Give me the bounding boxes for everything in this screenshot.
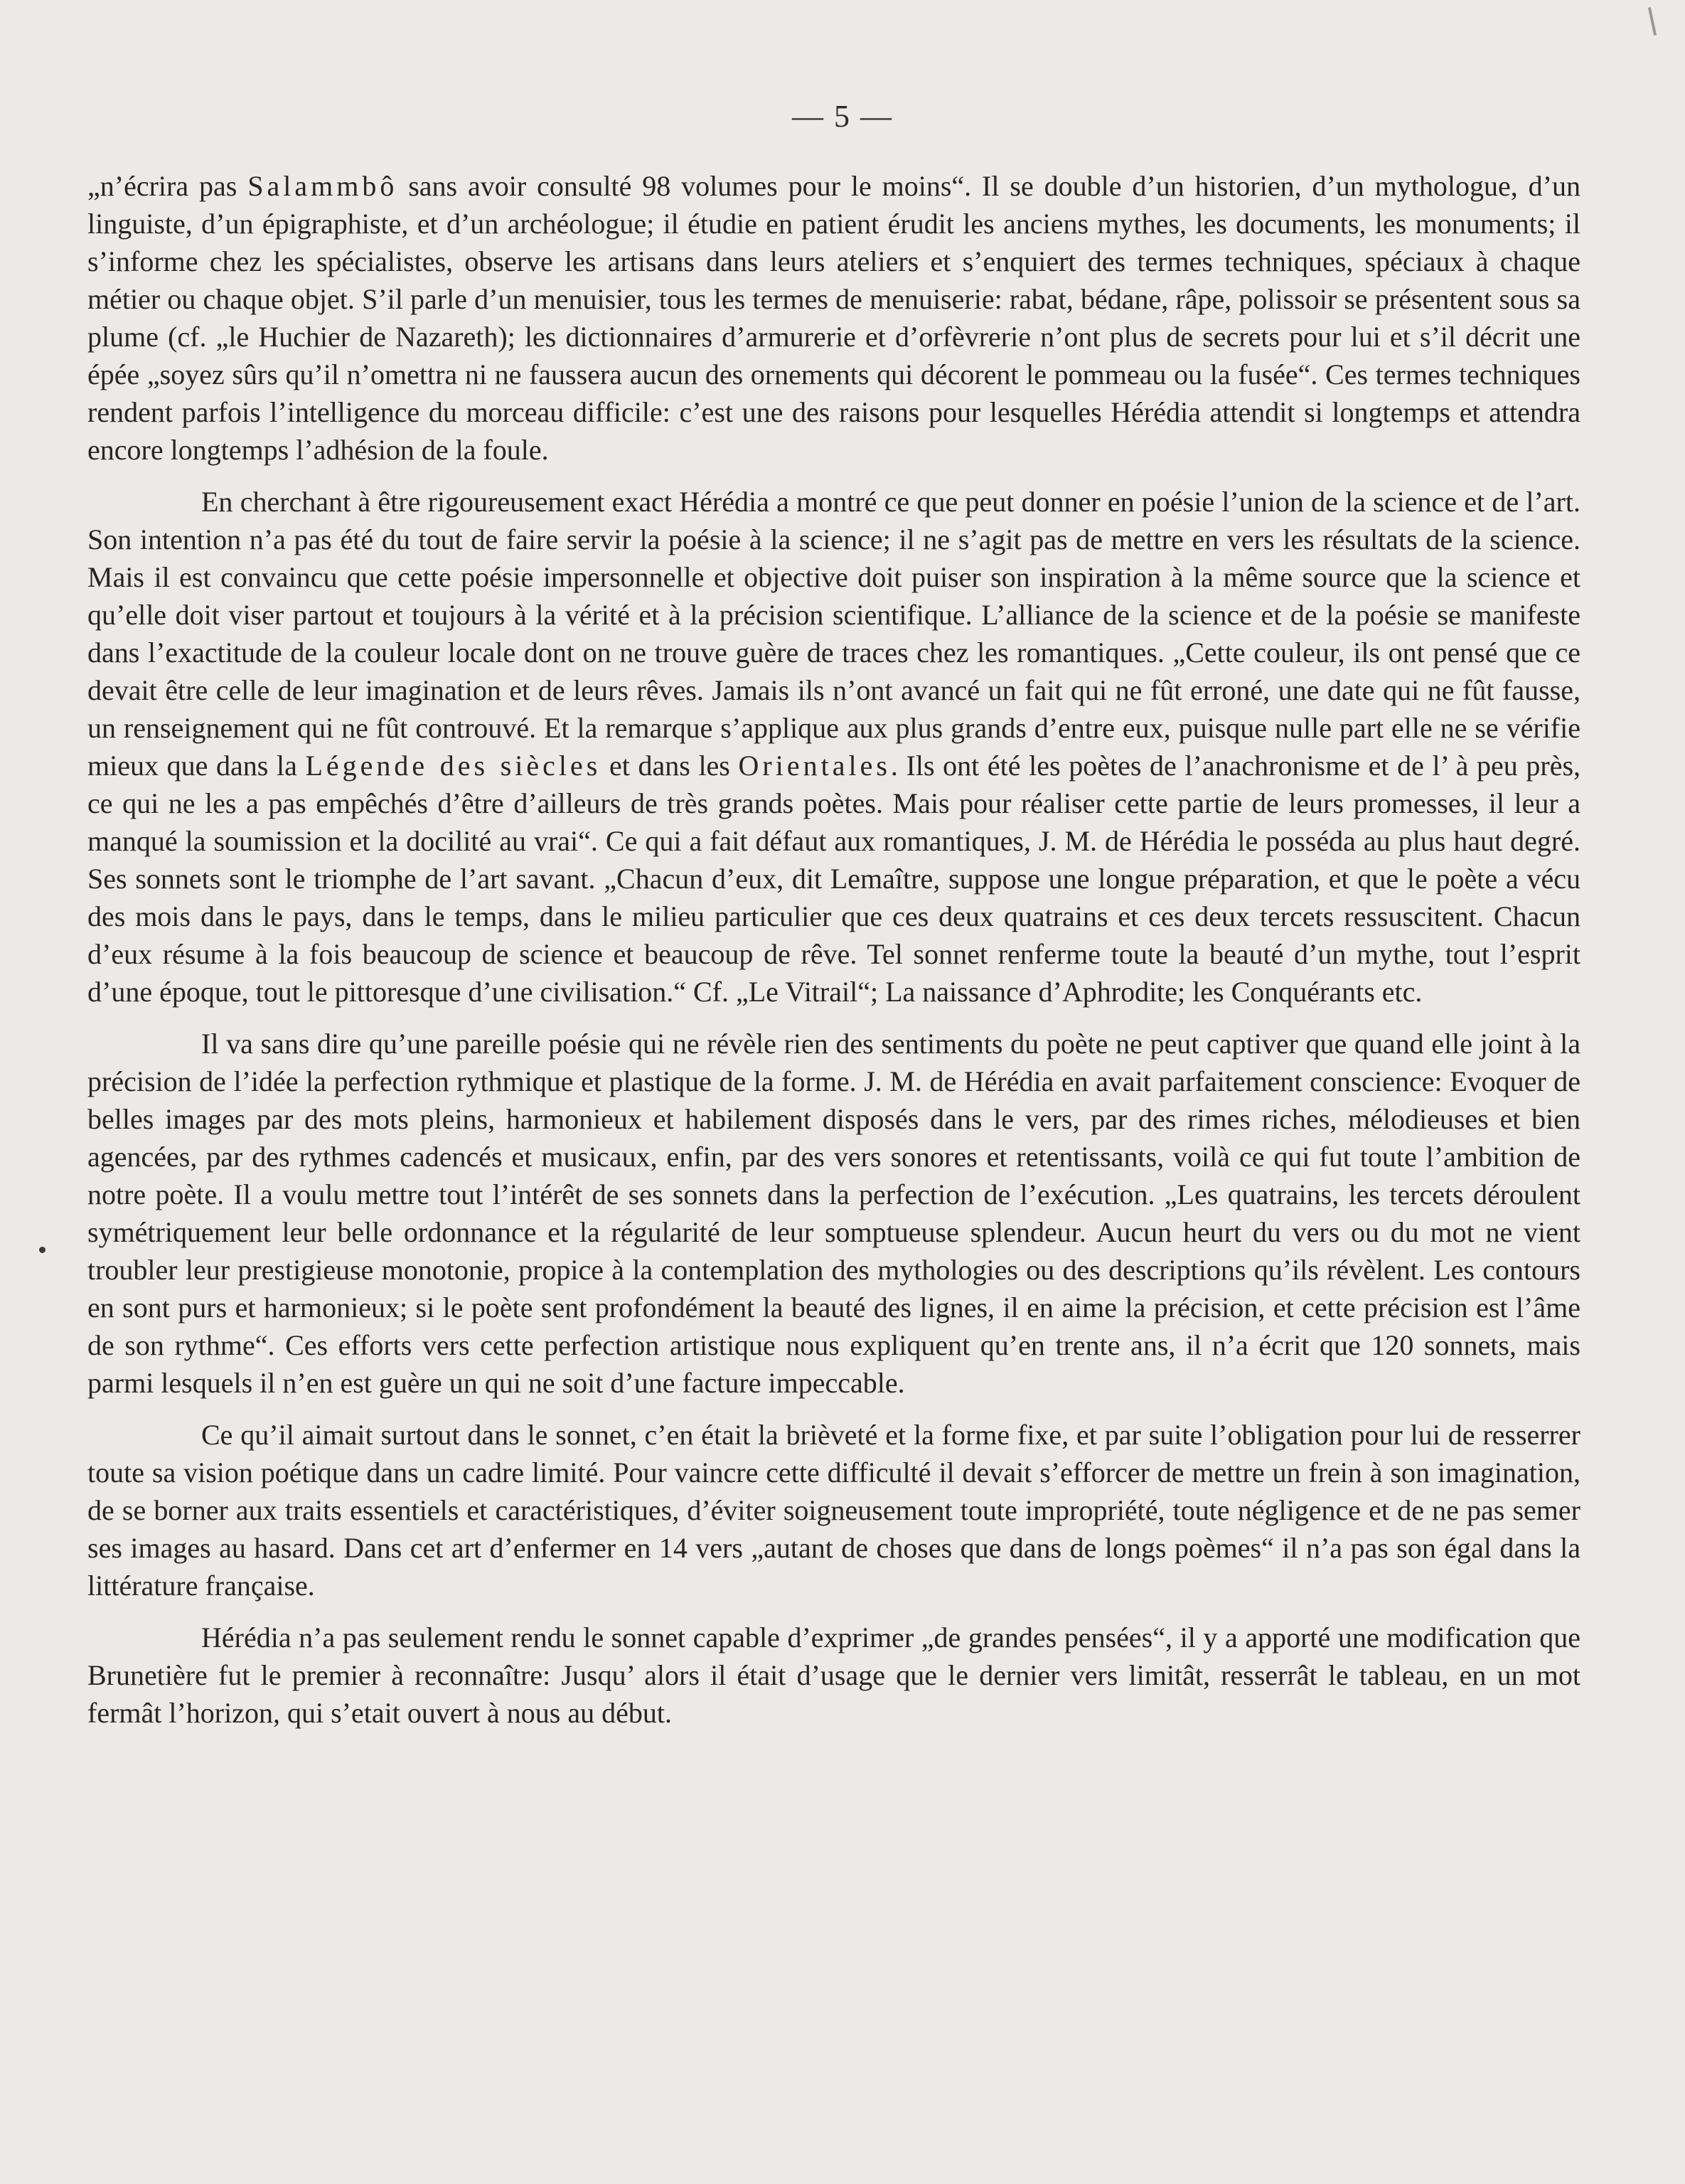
paragraph-3: Il va sans dire qu’une pareille poésie qui ne révèle rien des sentiments du poète ne peut captiver que quand elle joint à la précision de l’idée la perfection rythmique et plastique de la forme. J. M. de Hérédia en avait parfaitement conscience: Evoquer de belles images par des mots pleins, harmonieux et habilement disposés dans le vers, par des rimes riches, mélodieuses et bien agencées, par des rythmes cadencés et musicaux, enfin, par des vers sonores et retentissants, voilà ce qui fut toute l’ambition de notre poète. Il a voulu mettre tout l’intérêt de ses sonnets dans la perfection de l’exécution. „Les quatrains, les tercets déroulent symétriquement leur belle ordonnance et la régularité de leur somptueuse splendeur. Aucun heurt du vers ou du mot ne vient troubler leur prestigieuse monotonie, propice à la contemplation des mythologies ou des descriptions qu’ils révèlent. Les contours en sont purs et harmonieux; si le poète sent profondément la beauté des lignes, il en aime la précision, et cette précision est l’âme de son rythme“. Ces efforts vers cette perfection artistique nous expliquent qu’en trente ans, il n’a écrit que 120 sonnets, mais parmi lesquels il n’en est guère un qui ne soit d’une facture impeccable. xyxy=(87,1028,1580,1399)
paragraph-2 xyxy=(87,483,1580,1011)
title-legende-des-siecles: Légende des siècles xyxy=(305,750,601,782)
scan-edge-mark xyxy=(1648,7,1657,36)
paragraph-4: Ce qu’il aimait surtout dans le sonnet, c’en était la brièveté et la forme fixe, et par suite l’obligation pour lui de resserrer toute sa vision poétique dans un cadre limité. Pour vaincre cette difficulté il devait s’efforcer de mettre un frein à son imagination, de se borner aux traits essentiels et caractéristiques, d’éviter soigneusement toute impropriété, toute négligence et de ne pas semer ses images au hasard. Dans cet art d’enfermer en 14 vers „autant de choses que dans de longs poèmes“ il n’a pas son égal dans la littérature française. xyxy=(87,1419,1580,1602)
paragraph-1-text-b: sans avoir consulté 98 volumes pour le moins“. Il se double d’un historien, d’un mythologue, d’un linguiste, d’un épigraphiste, et d’un archéologue; il étudie en patient érudit les anciens mythes, les documents, les monuments; il s’informe chez les spécialistes, observe les artisans dans leurs ateliers et s’enquiert des termes techniques, spéciaux à chaque métier ou chaque objet. S’il parle d’un menuisier, tous les termes de menuiserie: rabat, bédane, râpe, polissoir se présentent sous sa plume (cf. „le Huchier de Nazareth); les dictionnaires d’armurerie et d’orfèvrerie n’ont plus de secrets pour lui et s’il décrit une épée „soyez sûrs qu’il n’omettra ni ne faussera aucun des ornements qui décorent le pommeau ou la fusée“. Ces termes techniques rendent parfois l’intelligence du morceau difficile: c’est une des raisons pour lesquelles Hérédia attendit si longtemps et attendra encore longtemps l’adhésion de la foule. xyxy=(87,170,1580,466)
paragraph-1-text-a: „n’écrira pas xyxy=(87,170,248,202)
paragraph-2-text-a: En cherchant à être rigoureusement exact Hérédia a montré ce que peut donner en poésie l’union de la science et de l’art. Son intention n’a pas été du tout de faire servir la poésie à la science; il ne s’agit pas de mettre en vers les résultats de la science. Mais il est convaincu que cette poésie impersonnelle et objective doit puiser son inspiration à la même source que la science et qu’elle doit viser partout et toujours à la vérité et à la précision scientifique. L’alliance de la science et de la poésie se manifeste dans l’exactitude de la couleur locale dont on ne trouve guère de traces chez les romantiques. „Cette couleur, ils ont pensé que ce devait être celle de leur imagination et de leurs rêves. Jamais ils n’ont avancé un fait qui ne fût erroné, une date qui ne fût fausse, un renseignement qui ne fût controuvé. Et la remarque s’applique aux plus grands d’entre eux, puisque nulle part elle ne se vérifie mieux que dans la xyxy=(87,486,1580,782)
margin-dot xyxy=(39,1247,46,1253)
paragraph-2-text-b: et dans les xyxy=(601,750,739,782)
paragraph-2-text-c: . Ils ont été les poètes de l’anachronisme et de l’ à peu près, ce qui ne les a pas empêchés d’être d’ailleurs de très grands poètes. Mais pour réaliser cette partie de leurs promesses, il leur a manqué la soumission et la docilité au vrai“. Ce qui a fait défaut aux romantiques, J. M. de Hérédia le posséda au plus haut degré. Ses sonnets sont le triomphe de l’art savant. „Chacun d’eux, dit Lemaître, suppose une longue préparation, et que le poète a vécu des mois dans le pays, dans le temps, dans le milieu particulier que ces deux quatrains et ces deux tercets ressuscitent. Chacun d’eux résume à la fois beaucoup de science et beaucoup de rêve. Tel sonnet renferme toute la beauté d’un mythe, tout l’esprit d’une époque, tout le pittoresque d’une civilisation.“ Cf. „Le Vitrail“; La naissance d’Aphrodite; les Conquérants etc. xyxy=(87,750,1581,1008)
title-salammbo: Salammbô xyxy=(247,170,398,202)
paragraph-5: Hérédia n’a pas seulement rendu le sonnet capable d’exprimer „de grandes pensées“, il y a apporté une modification que Brunetière fut le premier à reconnaître: Jusqu’ alors il était d’usage que le dernier vers limitât, resserrât le tableau, en un mot fermât l’horizon, qui s’etait ouvert à nous au début. xyxy=(87,1621,1580,1729)
paragraph-1 xyxy=(87,167,1580,469)
page-number: — 5 — xyxy=(792,99,893,134)
body-text xyxy=(87,167,1580,1746)
title-orientales: Orientales xyxy=(738,750,891,782)
